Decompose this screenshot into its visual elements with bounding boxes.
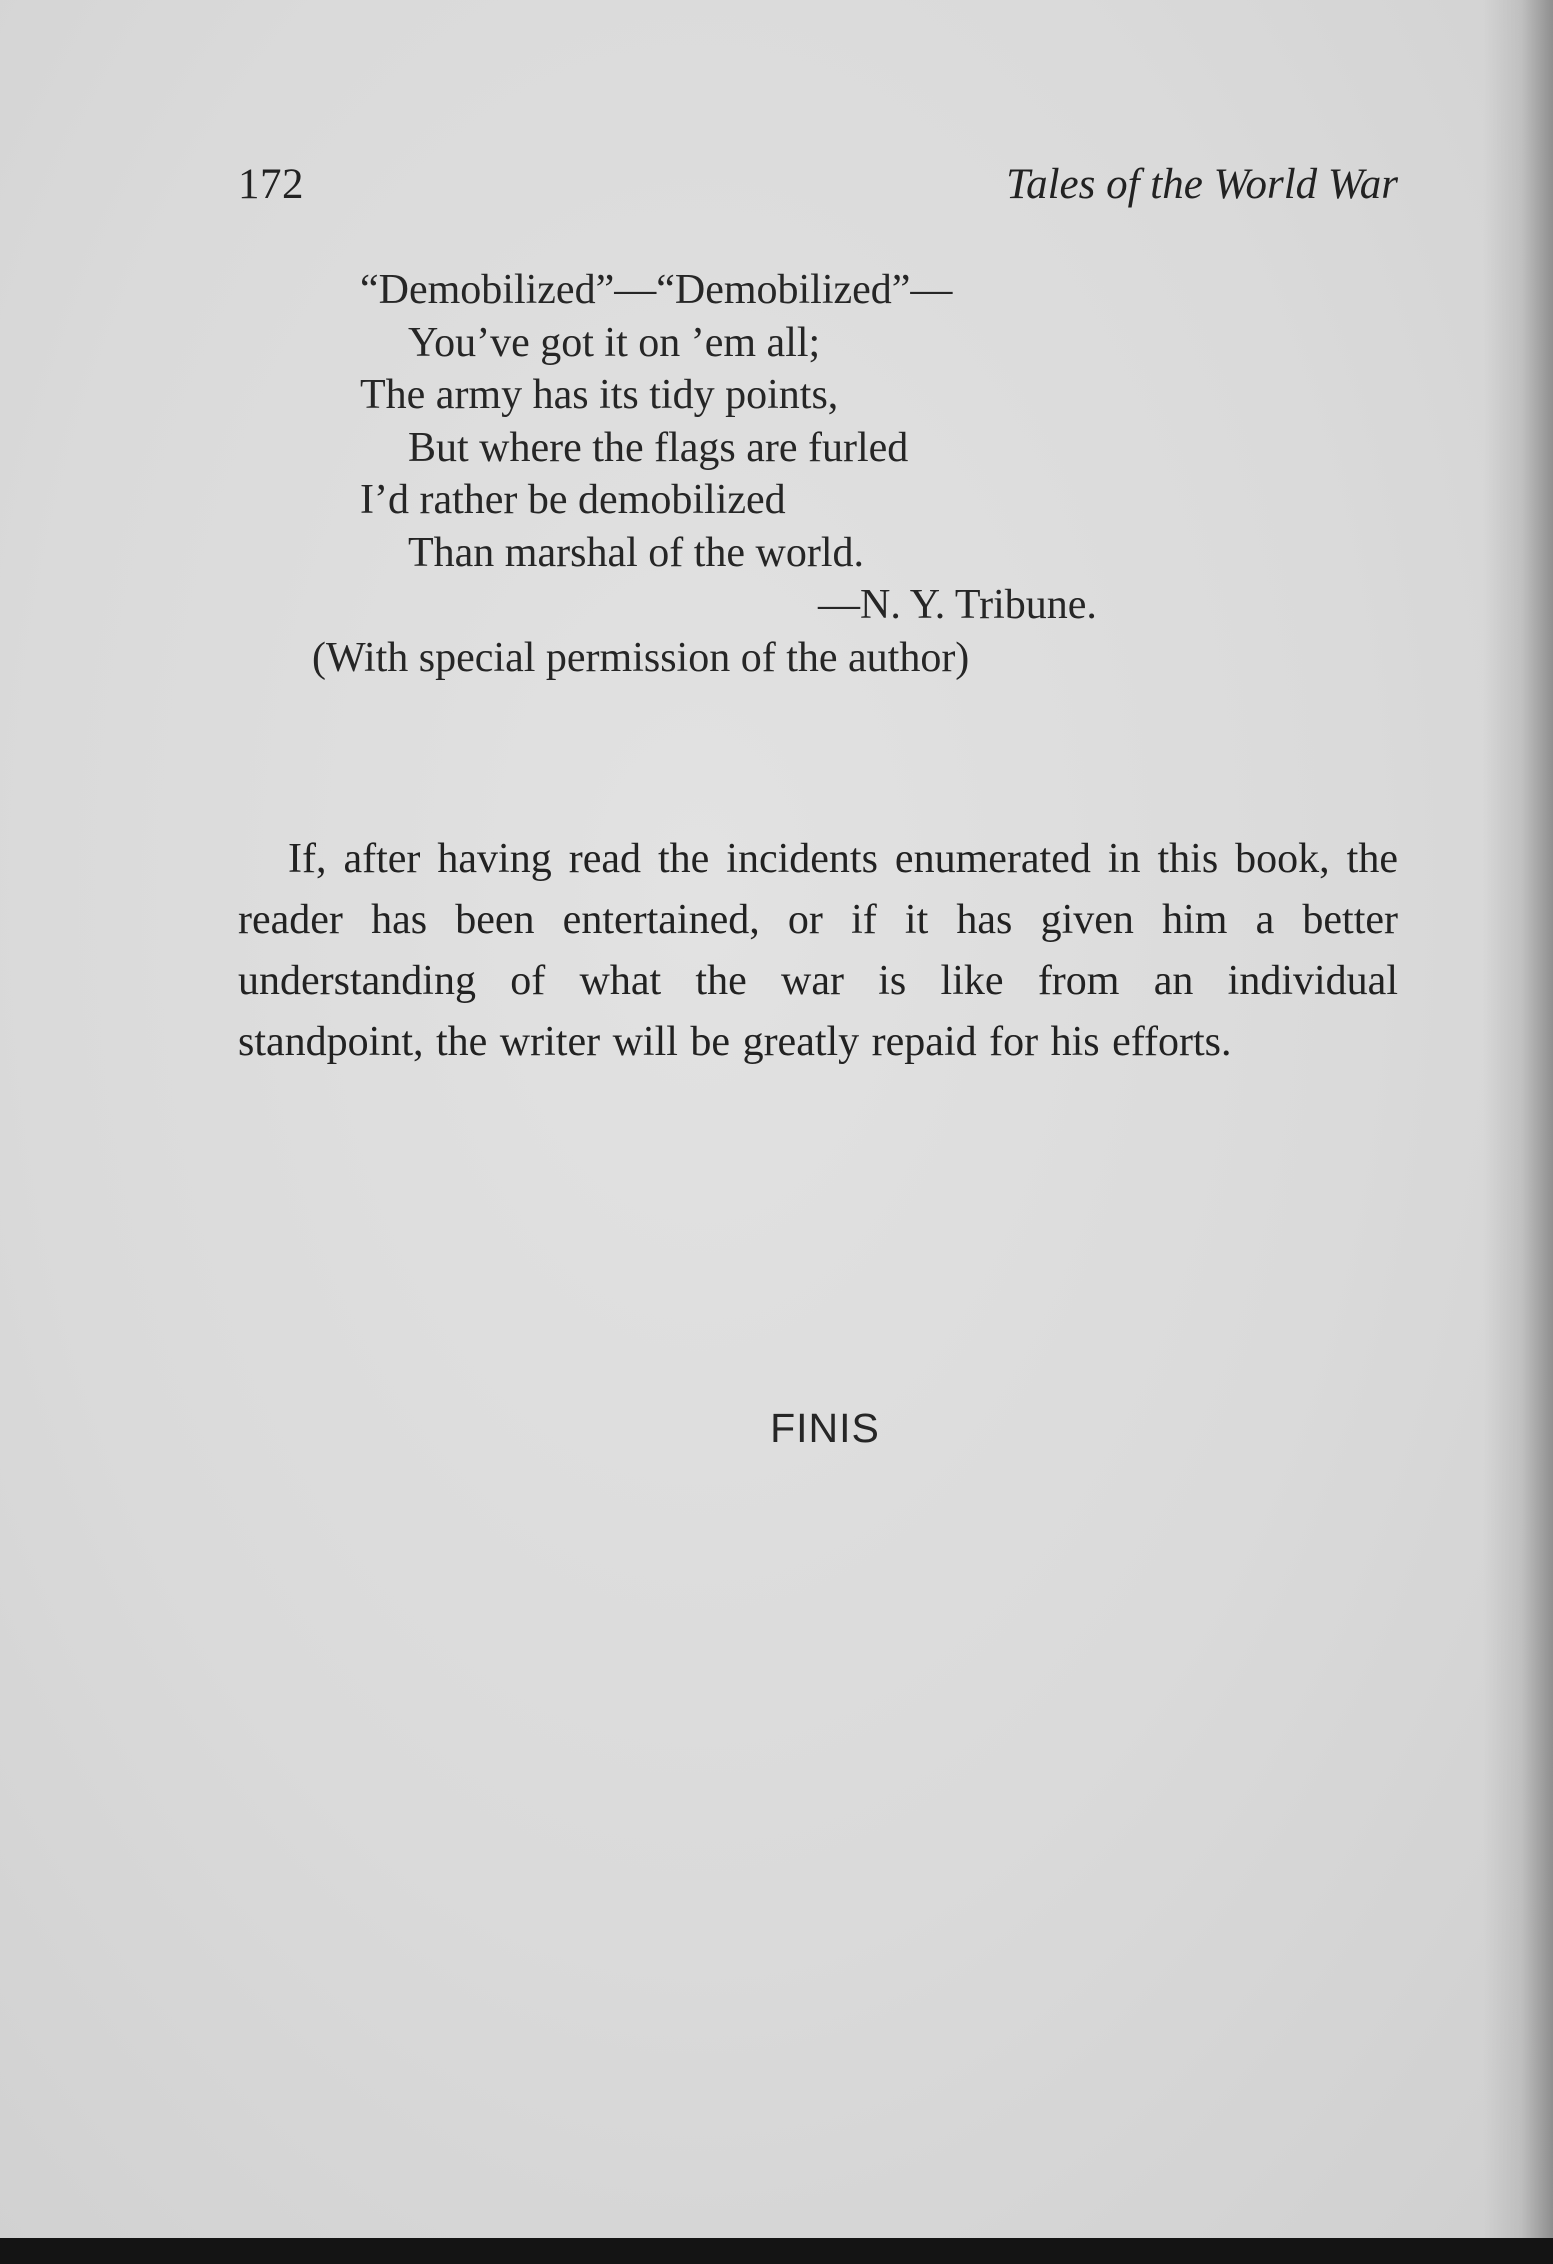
page-edge-shadow bbox=[1483, 0, 1553, 2238]
poem-line-6: Than marshal of the world. bbox=[408, 529, 865, 576]
poem-line-3: The army has its tidy points, bbox=[360, 372, 839, 418]
poem-line-5: I’d rather be demobilized bbox=[360, 477, 786, 523]
closing-paragraph: If, after having read the incidents enumerated in this book, the reader has been entertained, or if it has given him a better understanding of what the war is like from an individual standpoint, the writer will be greatly repaid for his efforts. bbox=[238, 836, 1398, 1065]
bottom-border bbox=[0, 2238, 1553, 2264]
page-header bbox=[238, 160, 1398, 230]
poem-block bbox=[312, 264, 1260, 684]
finis-heading: FINIS bbox=[770, 1405, 880, 1451]
poem-line-2: You’ve got it on ’em all; bbox=[408, 319, 821, 366]
poem-line-1: “Demobilized”—“Demobilized”— bbox=[360, 267, 953, 313]
poem-line-4: But where the flags are furled bbox=[408, 424, 909, 471]
permission-note: (With special permission of the author) bbox=[312, 634, 970, 681]
running-title: Tales of the World War bbox=[1006, 161, 1398, 208]
page-number: 172 bbox=[238, 161, 304, 208]
poem-attribution: —N. Y. Tribune. bbox=[818, 582, 1097, 628]
